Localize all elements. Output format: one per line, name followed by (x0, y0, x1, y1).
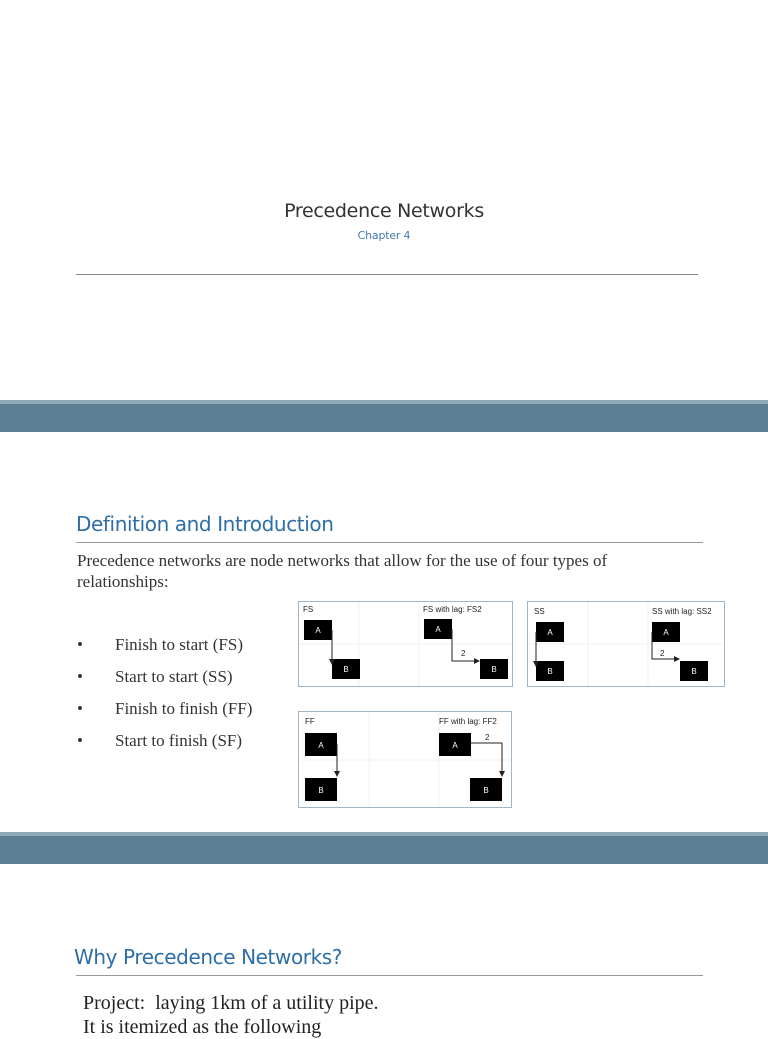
why-slide (0, 864, 768, 1038)
svg-text:A: A (452, 741, 458, 750)
heading-divider (76, 542, 703, 543)
fs-lag-arrow (452, 629, 479, 661)
lag-label: 2 (461, 649, 466, 658)
diagram-label: SS (534, 607, 545, 616)
svg-text:A: A (315, 626, 321, 635)
svg-text:A: A (435, 625, 441, 634)
slide-heading: Why Precedence Networks? (74, 945, 343, 969)
svg-text:B: B (343, 665, 349, 674)
itemized-line: It is itemized as the following (83, 1016, 322, 1038)
bullet-icon: • (77, 667, 83, 686)
bullet-icon: • (77, 699, 83, 718)
title-slide (0, 0, 768, 400)
list-item: • Finish to start (FS) (77, 635, 243, 654)
slide-title: Precedence Networks (284, 200, 484, 222)
heading-divider (76, 975, 703, 976)
lag-label: 2 (660, 649, 665, 658)
project-description: Project: laying 1km of a utility pipe. (83, 992, 379, 1014)
slide-separator-1 (0, 400, 768, 432)
ss-diagram (527, 601, 725, 687)
intro-paragraph: Precedence networks are node networks that allow for the use of four types of relationships: (77, 551, 608, 591)
lag-label: 2 (485, 733, 490, 742)
relationship-list (77, 634, 252, 762)
fs-diagram (298, 601, 513, 687)
definition-slide (0, 432, 768, 832)
list-item: • Start to finish (SF) (77, 731, 243, 750)
diagram-label: SS with lag: SS2 (652, 607, 712, 616)
svg-text:B: B (547, 667, 553, 676)
list-item: • Start to start (SS) (77, 667, 233, 686)
list-item: • Finish to finish (FF) (77, 699, 253, 718)
slide-subtitle: Chapter 4 (357, 229, 411, 242)
ff-diagram (298, 711, 512, 808)
svg-text:A: A (663, 628, 669, 637)
svg-text:B: B (318, 786, 324, 795)
svg-text:A: A (318, 741, 324, 750)
bullet-icon: • (77, 731, 83, 750)
svg-text:B: B (491, 665, 497, 674)
slide-separator-2 (0, 832, 768, 864)
svg-text:B: B (483, 786, 489, 795)
slide-heading: Definition and Introduction (76, 512, 334, 536)
diagram-label: FS with lag: FS2 (423, 605, 482, 614)
diagram-label: FS (303, 605, 314, 614)
title-divider (76, 274, 698, 275)
svg-text:A: A (547, 628, 553, 637)
bullet-icon: • (77, 635, 83, 654)
diagram-label: FF (305, 717, 315, 726)
svg-text:B: B (691, 667, 697, 676)
diagram-label: FF with lag: FF2 (439, 717, 497, 726)
